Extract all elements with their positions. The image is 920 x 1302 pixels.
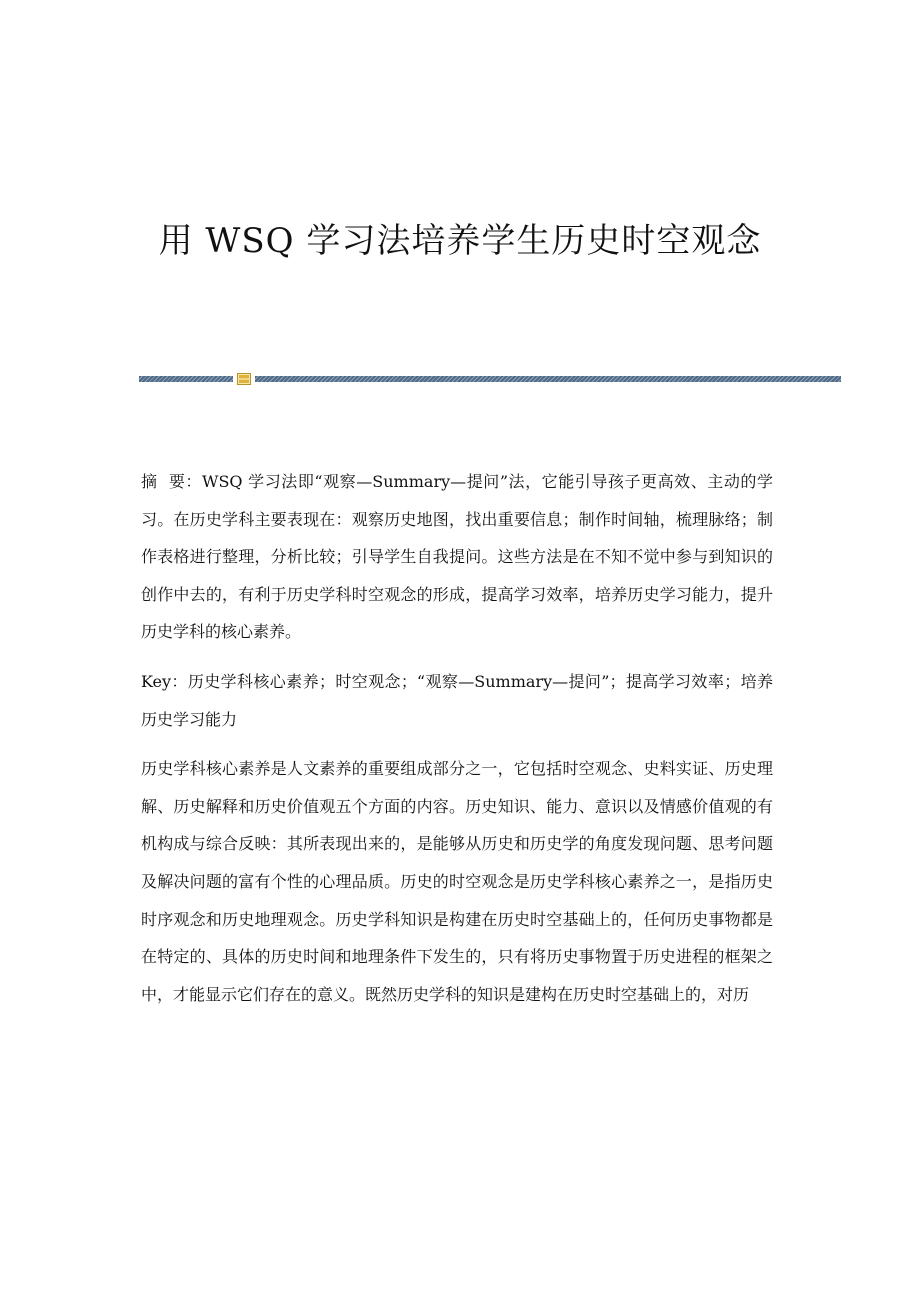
- abstract-text: WSQ 学习法即“观察—Summary—提问”法，它能引导孩子更高效、主动的学习。在历史学科主要表现在：观察历史地图，找出重要信息；制作时间轴，梳理脉络；制作表格进行整理，分析比较；引导学生自我提问。这些方法是在不知不觉中参与到知识的创作中去的，有利于历史学科时空观念的形成，提高学习效率，培养历史学习能力，提升历史学科的核心素养。: [141, 472, 773, 642]
- divider-ornament-icon: [237, 373, 251, 385]
- title-divider: [139, 373, 841, 385]
- abstract-label: 摘 要：: [141, 472, 202, 491]
- keywords-paragraph: [141, 663, 773, 738]
- divider-bar-left: [139, 376, 233, 382]
- divider-bar-right: [255, 376, 841, 382]
- keywords-label: Key：: [141, 671, 188, 691]
- keywords-text: 历史学科核心素养；时空观念；“观察—Summary—提问”；提高学习效率；培养历史学习能力: [141, 671, 773, 729]
- document-title: 用 WSQ 学习法培养学生历史时空观念: [158, 221, 762, 261]
- abstract-paragraph: [141, 463, 773, 651]
- document-body: [141, 463, 773, 1025]
- body-paragraph: 历史学科核心素养是人文素养的重要组成部分之一，它包括时空观念、史料实证、历史理解、历史解释和历史价值观五个方面的内容。历史知识、能力、意识以及情感价值观的有机构成与综合反映：其所表现出来的，是能够从历史和历史学的角度发现问题、思考问题及解决问题的富有个性的心理品质。历史的时空观念是历史学科核心素养之一，是指历史时序观念和历史地理观念。历史学科知识是构建在历史时空基础上的，任何历史事物都是在特定的、具体的历史时间和地理条件下发生的，只有将历史事物置于历史进程的框架之中，才能显示它们存在的意义。既然历史学科的知识是建构在历史时空基础上的，对历: [141, 759, 773, 1004]
